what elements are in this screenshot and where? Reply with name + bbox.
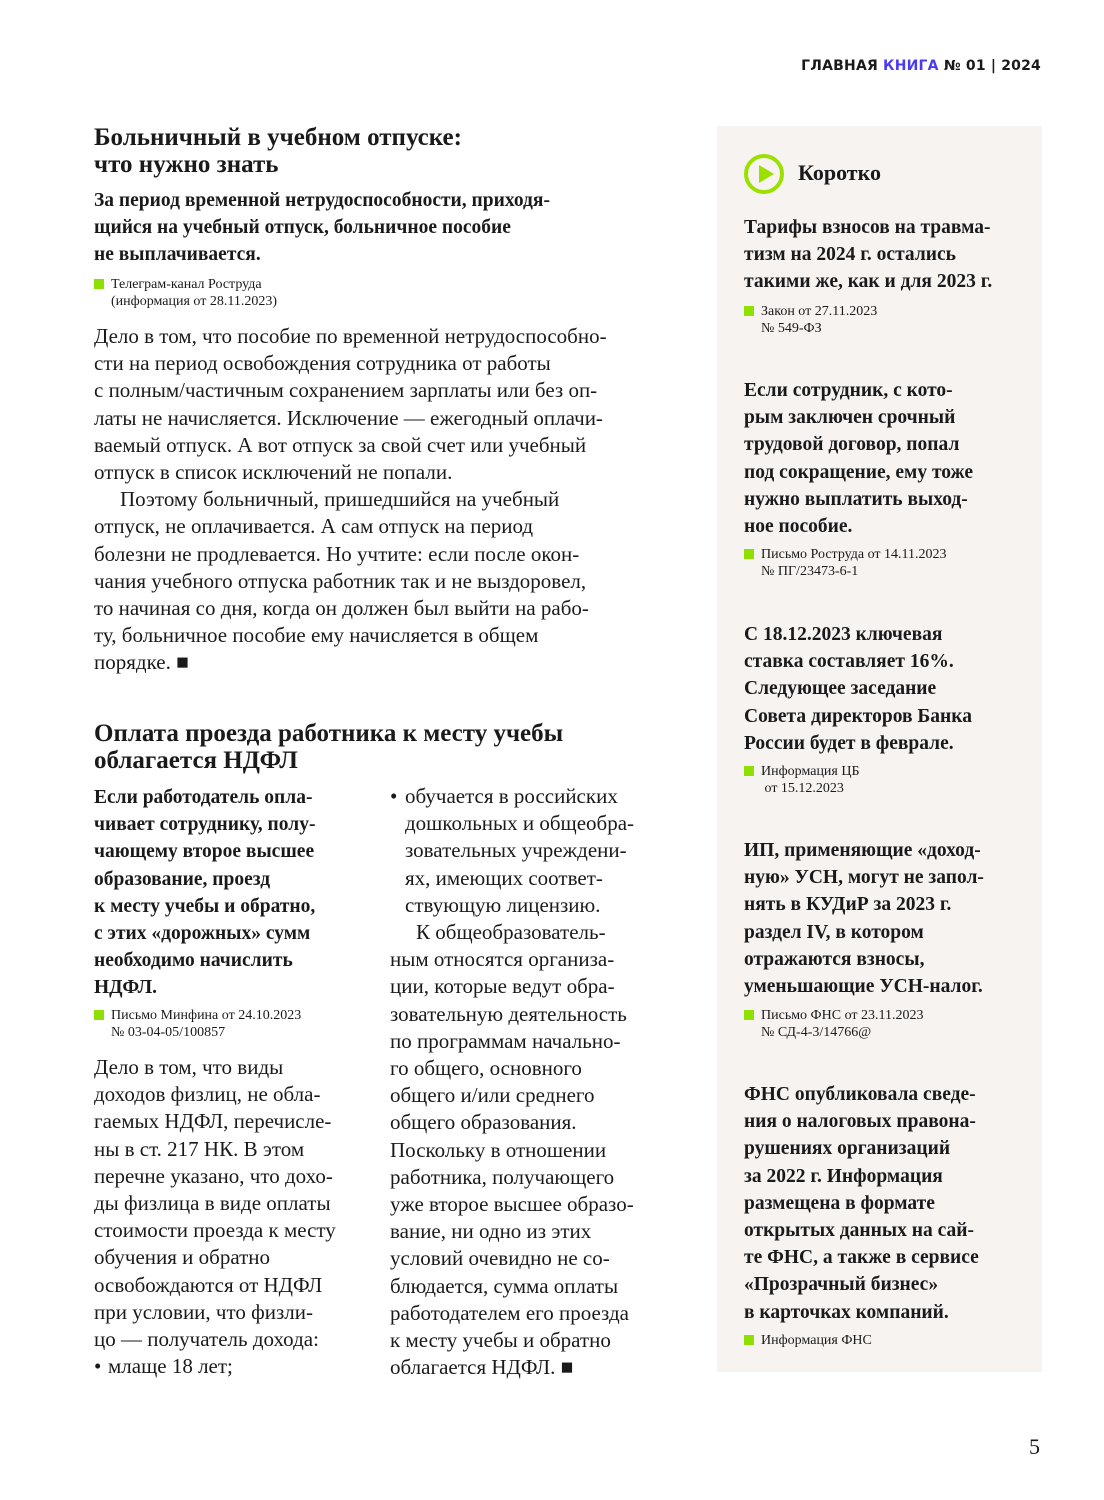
news-source-2: [744, 546, 947, 580]
green-square-icon: [744, 306, 754, 316]
source-text: Письмо Роструда от 14.11.2023 № ПГ/23473-6-1: [761, 547, 947, 579]
article-1-title: Больничный в учебном отпуске: что нужно знать: [94, 124, 462, 178]
article-1-source: [94, 276, 277, 310]
running-header: [801, 58, 1041, 74]
article-2-lead: Если работодатель опла- чивает сотруднику, полу- чающему второе высшее образование, проезд к месту учебы и обратно, с этих «дорожных» сумм необходимо начислить НДФЛ.: [94, 787, 316, 999]
paragraph: Дело в том, что пособие по временной нетрудоспособно- сти на период освобождения сотрудника от работы с полным/частичным сохранением зарплаты или без оп- латы не начисляется. Исключение — ежегодный оплачи- ваемый отпуск. А вот отпуск за свой счет или учебный отпуск в список исключений не попали.: [94, 324, 607, 485]
news-item-5: ФНС опубликовала сведе- ния о налоговых правона- рушениях организаций за 2022 г. Информация размещена в формате открытых данных на сай- те ФНС, а также в сервисе «Прозрачный бизнес» в карточках компаний.: [744, 1084, 979, 1323]
bullet-item: • обучается в российских дошкольных и общеобра- зовательных учреждени- ях, имеющих соответ- ствующую лицензию.: [390, 783, 634, 919]
page-number: 5: [1029, 1434, 1040, 1459]
green-square-icon: [744, 549, 754, 559]
green-square-icon: [94, 279, 104, 289]
source-text: Телеграм-канал Роструда (информация от 28.11.2023): [111, 277, 277, 309]
brand-word-2: КНИГА: [883, 58, 939, 74]
paragraph: Дело в том, что виды доходов физлиц, не обла- гаемых НДФЛ, перечисле- ны в ст. 217 НК. В этом перечне указано, что дохо- ды физлица в виде оплаты стоимости проезда к месту обучения и обратно освобождаются от НДФЛ при условии, что физли- цо — получатель дохода:: [94, 1055, 336, 1352]
green-square-icon: [94, 1010, 104, 1020]
green-square-icon: [744, 1335, 754, 1345]
news-item-1: Тарифы взносов на травма- тизм на 2024 г. остались такими же, как и для 2023 г.: [744, 217, 993, 293]
article-2-body-col2: [390, 783, 634, 1381]
source-text: Письмо Минфина от 24.10.2023 № 03-04-05/100857: [111, 1008, 302, 1040]
play-circle-icon: [743, 153, 785, 195]
news-item-4: ИП, применяющие «доход- ную» УСН, могут не запол- нять в КУДиР за 2023 г. раздел IV, в котором отражаются взносы, уменьшающие УСН-налог.: [744, 840, 984, 998]
green-square-icon: [744, 1010, 754, 1020]
paragraph: Поэтому больничный, пришедшийся на учебный отпуск, не оплачивается. А сам отпуск на период болезни не продлевается. Но учтите: если после окон- чания учебного отпуска работник так и не выздоровел, то начиная со дня, когда он должен был выйти на рабо- ту, больничное пособие ему начисляется в общем порядке. ■: [94, 487, 589, 675]
source-text: Информация ФНС: [761, 1333, 872, 1348]
article-2-title: Оплата проезда работника к месту учебы облагается НДФЛ: [94, 720, 564, 774]
article-1-lead: За период временной нетрудоспособности, приходя- щийся на учебный отпуск, больничное пособие не выплачивается.: [94, 190, 550, 266]
bullet-item: • млаще 18 лет;: [94, 1353, 336, 1380]
news-source-3: [744, 763, 860, 797]
news-item-2: Если сотрудник, с кото- рым заключен срочный трудовой договор, попал под сокращение, ему тоже нужно выплатить выход- ное пособие.: [744, 380, 974, 538]
source-text: Письмо ФНС от 23.11.2023 № СД-4-3/14766@: [761, 1008, 924, 1040]
green-square-icon: [744, 766, 754, 776]
sidebar-title: Коротко: [798, 160, 881, 185]
paragraph: К общеобразователь- ным относятся организа- ции, которые ведут обра- зовательную деятельность по программам начально- го общего, основного общего и/или среднего общего образования. Поскольку в отношении работника, получающего уже второе высшее образо- вание, ни одно из этих условий очевидно не со- блюдается, сумма оплаты работодателем его проезда к месту учебы и обратно облагается НДФЛ. ■: [390, 920, 634, 1380]
source-text: Закон от 27.11.2023 № 549-ФЗ: [761, 304, 878, 336]
news-item-3: С 18.12.2023 ключевая ставка составляет 16%. Следующее заседание Совета директоров Банка России будет в феврале.: [744, 624, 972, 754]
article-2-body-col1: [94, 1054, 336, 1380]
article-1-body: [94, 323, 607, 677]
issue-number: № 01 | 2024: [943, 58, 1041, 74]
article-2-source: [94, 1007, 301, 1041]
news-source-5: [744, 1332, 872, 1349]
news-source-4: [744, 1007, 923, 1041]
source-text: Информация ЦБ от 15.12.2023: [761, 764, 860, 796]
brand-word-1: ГЛАВНАЯ: [801, 58, 878, 74]
news-source-1: [744, 303, 877, 337]
